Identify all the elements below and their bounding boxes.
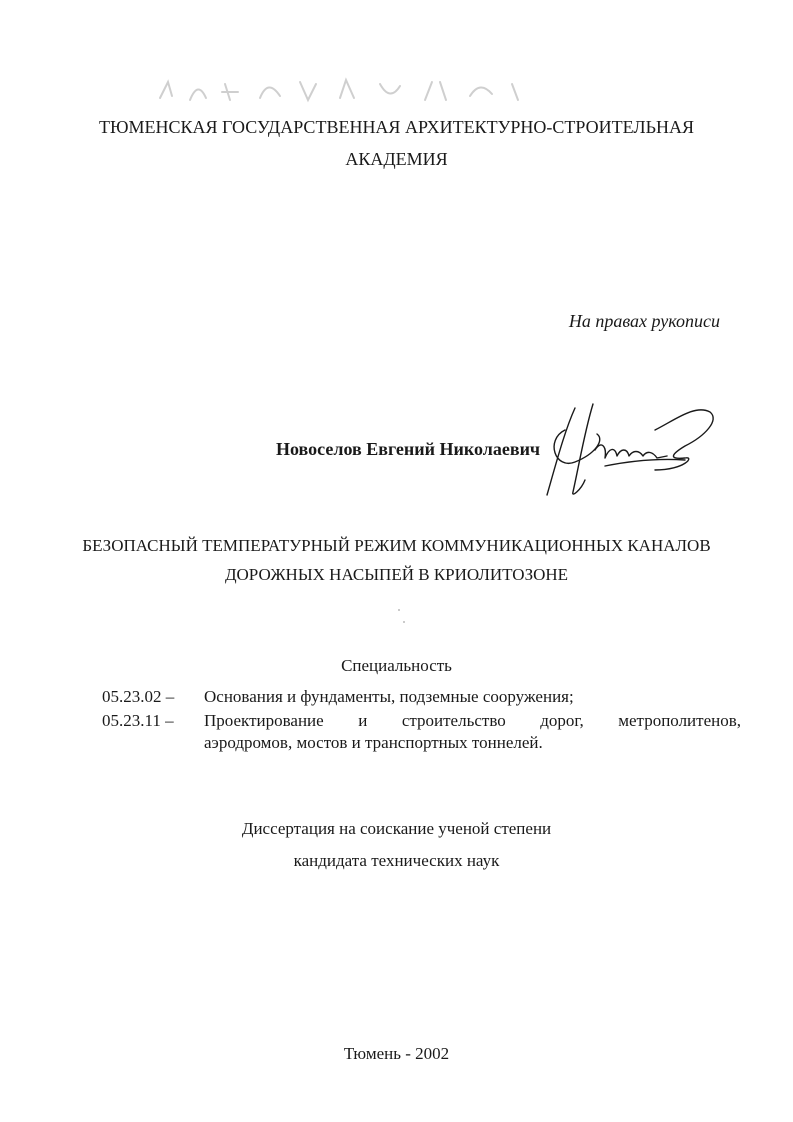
specialty-description: Основания и фундаменты, подземные сооружения; (204, 687, 574, 706)
institution-name-line1: ТЮМЕНСКАЯ ГОСУДАРСТВЕННАЯ АРХИТЕКТУРНО-СТРОИТЕЛЬНАЯ (99, 117, 694, 137)
degree-line1: Диссертация на соискание ученой степени (241, 819, 552, 838)
dissertation-title-line1: БЕЗОПАСНЫЙ ТЕМПЕРАТУРНЫЙ РЕЖИМ КОММУНИКАЦИОННЫХ КАНАЛОВ (82, 536, 711, 555)
specialty-heading: Специальность (341, 656, 452, 675)
place-and-year: Тюмень - 2002 (343, 1044, 450, 1063)
dissertation-title-line2: ДОРОЖНЫХ НАСЫПЕЙ В КРИОЛИТОЗОНЕ (224, 565, 569, 584)
scan-speck (403, 621, 405, 623)
specialty-code: 05.23.02 – (102, 687, 175, 706)
faded-stamp-marks (150, 70, 540, 110)
rights-note: На правах рукописи (568, 311, 720, 331)
degree-line2: кандидата технических наук (293, 851, 500, 870)
author-signature (535, 400, 720, 505)
specialty-code: 05.23.11 – (102, 711, 174, 730)
specialty-description: аэродромов, мостов и транспортных тоннелей. (204, 733, 543, 752)
scan-speck (398, 609, 400, 611)
specialty-description: Проектирование и строительство дорог, метрополитенов, (204, 711, 741, 730)
author-name: Новоселов Евгений Николаевич (276, 439, 541, 459)
institution-name-line2: АКАДЕМИЯ (345, 149, 448, 169)
